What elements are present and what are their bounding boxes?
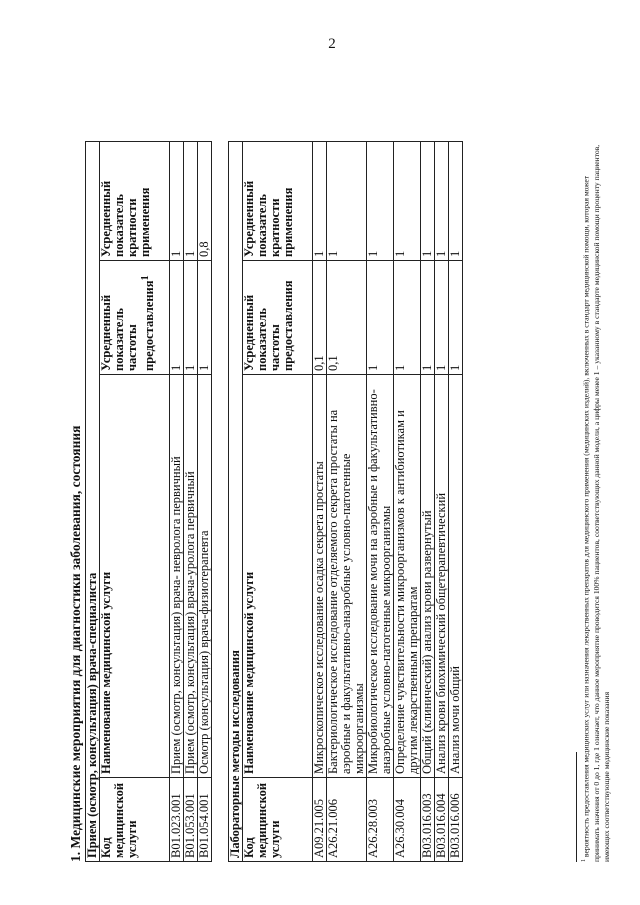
multiplicity-value: 1 bbox=[367, 141, 394, 260]
frequency-value: 0,1 bbox=[313, 261, 327, 375]
header-name: Наименование медицинской услуги bbox=[243, 375, 313, 778]
multiplicity-value: 1 bbox=[435, 141, 449, 260]
rotated-page-content bbox=[68, 82, 628, 862]
header-code: Код медицинской услуги bbox=[243, 778, 313, 862]
footnote bbox=[579, 142, 612, 862]
multiplicity-value: 1 bbox=[421, 141, 435, 260]
table-row bbox=[327, 141, 367, 861]
header-frequency: Усредненный показатель частоты предоставления bbox=[243, 261, 313, 375]
header-frequency-text: Усредненный показатель частоты предоставления bbox=[99, 280, 157, 371]
service-code: B03.016.004 bbox=[435, 778, 449, 862]
footnote-marker: 1 bbox=[581, 859, 587, 862]
service-name: Микробиологическое исследование мочи на аэробные и факультативно-анаэробные условно-патогенные микроорганизмы bbox=[367, 375, 394, 778]
frequency-value: 1 bbox=[170, 261, 184, 375]
service-name: Анализ мочи общий bbox=[449, 375, 463, 778]
multiplicity-value: 1 bbox=[184, 141, 198, 260]
service-code: A26.30.004 bbox=[394, 778, 421, 862]
frequency-value: 1 bbox=[421, 261, 435, 375]
service-name: Микроскопическое исследование осадка секрета простаты bbox=[313, 375, 327, 778]
lab-table bbox=[228, 141, 463, 862]
table-row bbox=[313, 141, 327, 861]
service-code: B03.016.006 bbox=[449, 778, 463, 862]
frequency-value: 1 bbox=[394, 261, 421, 375]
header-multiplicity: Усредненный показатель кратности применения bbox=[243, 141, 313, 260]
page-number: 2 bbox=[328, 36, 336, 52]
table-row bbox=[367, 141, 394, 861]
frequency-value: 1 bbox=[435, 261, 449, 375]
service-code: B01.023.001 bbox=[170, 778, 184, 862]
header-frequency bbox=[100, 261, 170, 375]
service-code: B01.054.001 bbox=[198, 778, 212, 862]
service-name: Осмотр (консультация) врача-физиотерапевта bbox=[198, 375, 212, 778]
frequency-value: 1 bbox=[198, 261, 212, 375]
table-row bbox=[198, 141, 212, 861]
header-code: Код медицинской услуги bbox=[100, 778, 170, 862]
multiplicity-value: 0,8 bbox=[198, 141, 212, 260]
footnote-block bbox=[576, 142, 612, 862]
consultation-table bbox=[85, 141, 212, 862]
footnote-text: вероятность предоставления медицинских услуг или назначения лекарственных препаратов для медицинского применения (медицинских изделий), включенных в стандарт медицинской помощи, которая может принимать значения от 0 до 1, где 1 означает, что данное мероприятие проводится 100% пациентов, соответствующих данной модели, а цифры менее 1 – указанному в стандарте медицинской помощи проценту пациентов, имеющих соответствующие медицинские показания bbox=[581, 144, 611, 862]
table-row bbox=[394, 141, 421, 861]
frequency-value: 0,1 bbox=[327, 261, 367, 375]
section-title: 1. Медицинские мероприятия для диагностики заболевания, состояния bbox=[68, 425, 83, 862]
table-row bbox=[184, 141, 198, 861]
table-row bbox=[449, 141, 463, 861]
frequency-value: 1 bbox=[449, 261, 463, 375]
header-name: Наименование медицинской услуги bbox=[100, 375, 170, 778]
service-name: Анализ крови биохимический общетерапевтический bbox=[435, 375, 449, 778]
service-name: Общий (клинический) анализ крови развернутый bbox=[421, 375, 435, 778]
service-code: A26.28.003 bbox=[367, 778, 394, 862]
multiplicity-value: 1 bbox=[313, 141, 327, 260]
multiplicity-value: 1 bbox=[327, 141, 367, 260]
multiplicity-value: 1 bbox=[170, 141, 184, 260]
service-code: B03.016.003 bbox=[421, 778, 435, 862]
table-row bbox=[435, 141, 449, 861]
service-name: Прием (осмотр, консультация) врача- невролога первичный bbox=[170, 375, 184, 778]
table-row bbox=[421, 141, 435, 861]
service-code: A26.21.006 bbox=[327, 778, 367, 862]
consultation-section-title: Прием (осмотр, консультация) врача-специалиста bbox=[86, 141, 100, 861]
lab-section-title: Лабораторные методы исследования bbox=[229, 141, 243, 861]
footnote-divider bbox=[576, 752, 577, 862]
frequency-value: 1 bbox=[184, 261, 198, 375]
service-code: A09.21.005 bbox=[313, 778, 327, 862]
service-name: Бактериологическое исследование отделяемого секрета простаты на аэробные и факультативно-анаэробные условно-патогенные микроорганизмы bbox=[327, 375, 367, 778]
service-code: B01.053.001 bbox=[184, 778, 198, 862]
footnote-ref: 1 bbox=[140, 275, 151, 281]
service-name: Прием (осмотр, консультация) врача-уролога первичный bbox=[184, 375, 198, 778]
header-multiplicity: Усредненный показатель кратности применения bbox=[100, 141, 170, 260]
frequency-value: 1 bbox=[367, 261, 394, 375]
table-row bbox=[170, 141, 184, 861]
multiplicity-value: 1 bbox=[394, 141, 421, 260]
multiplicity-value: 1 bbox=[449, 141, 463, 260]
service-name: Определение чувствительности микроорганизмов к антибиотикам и другим лекарственным препаратам bbox=[394, 375, 421, 778]
